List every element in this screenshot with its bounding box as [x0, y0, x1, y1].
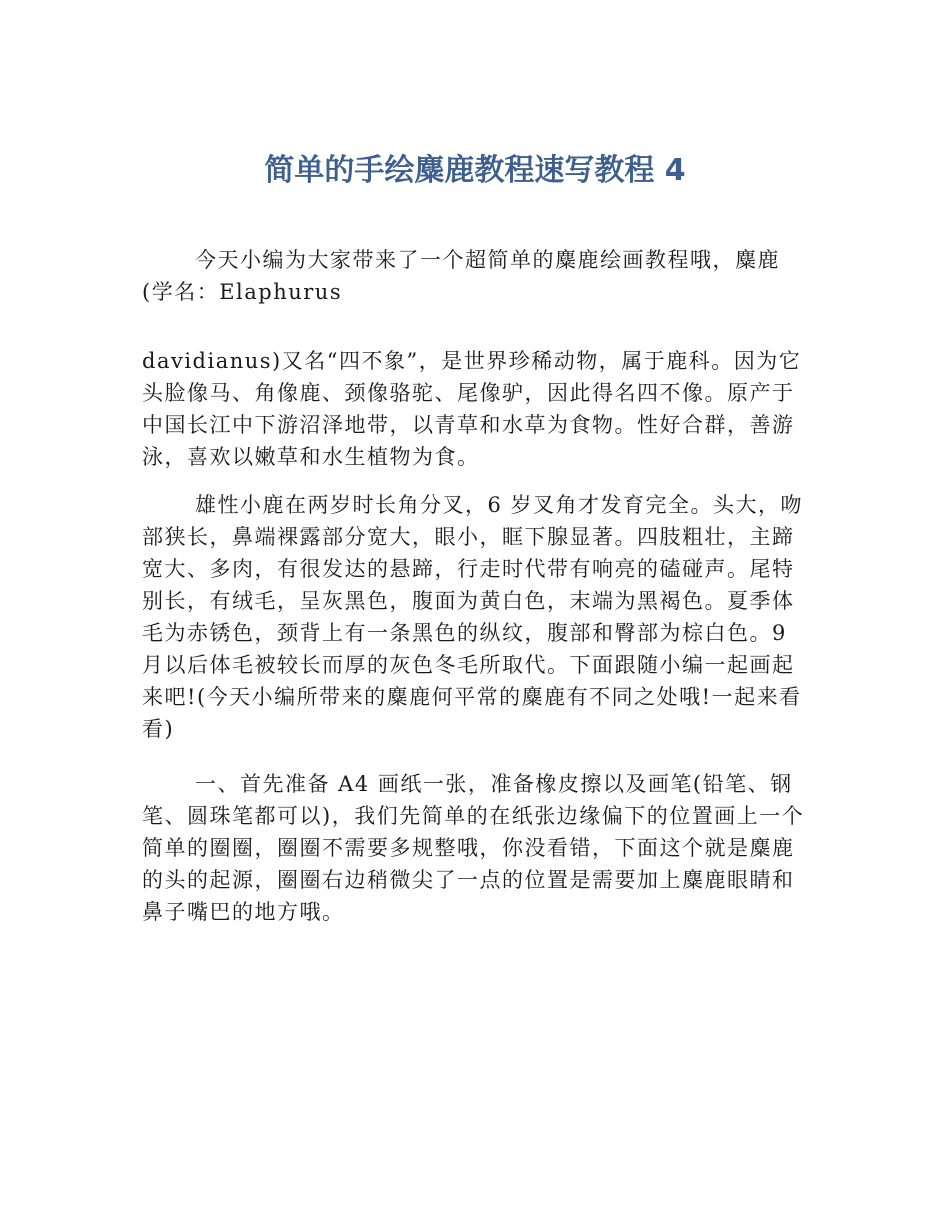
paragraph-intro: 今天小编为大家带来了一个超简单的麋鹿绘画教程哦，麋鹿(学名：Elaphurus — [142, 248, 780, 304]
document-title: 简单的手绘麋鹿教程速写教程 4 — [264, 153, 686, 188]
paragraph-male-deer-description: 雄性小鹿在两岁时长角分叉，6 岁叉角才发育完全。头大，吻部狭长，鼻端裸露部分宽大，眼小，眶下腺显著。四肢粗壮，主蹄宽大、多肉，有很发达的悬蹄，行走时代带有响亮的磕碰声。尾特别长，有绒毛，呈灰黑色，腹面为黄白色，末端为黑褐色。夏季体毛为赤锈色，颈背上有一条黑色的纵纹，腹部和臀部为棕白色。9 月以后体毛被较长而厚的灰色冬毛所取代。下面跟随小编一起画起来吧!(今天小编所带来的麋鹿何平常的麋鹿有不同之处哦!一起来看看) — [142, 493, 804, 741]
paragraph-step-one: 一、首先准备 A4 画纸一张，准备橡皮擦以及画笔(铅笔、钢笔、圆珠笔都可以)，我们先简单的在纸张边缘偏下的位置画上一个简单的圈圈，圈圈不需要多规整哦，你没看错，下面这个就是麋鹿的头的起源，圈圈右边稍微尖了一点的位置是需要加上麋鹿眼睛和鼻子嘴巴的地方哦。 — [142, 772, 805, 924]
paragraph-intro-continued: davidianus)又名“四不象”，是世界珍稀动物，属于鹿科。因为它头脸像马、角像鹿、颈像骆驼、尾像驴，因此得名四不像。原产于中国长江中下游沼泽地带，以青草和水草为食物。性好合群，善游泳，喜欢以嫩草和水生植物为食。 — [142, 349, 802, 469]
